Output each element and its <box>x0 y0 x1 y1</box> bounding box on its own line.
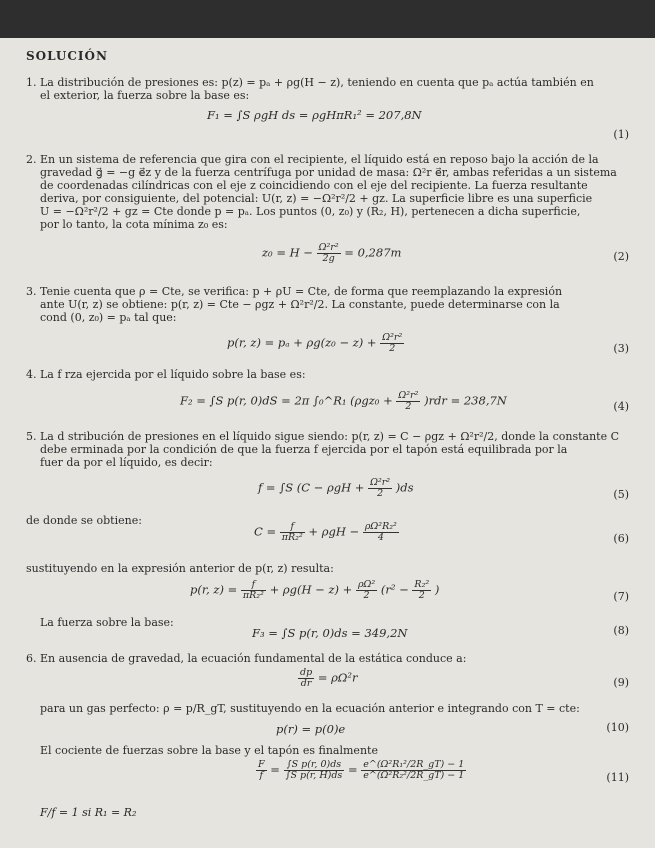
fraction: $\frac{\text{∫S p(r, 0)ds}}{\text{∫S p(r, H)ds}}$ <box>285 759 343 781</box>
fraction: $\frac{\text{Ω²r²}}{2}$ <box>370 477 391 499</box>
text-sustituyendo: sustituyendo en la expresión anterior de p(r, z) resulta: <box>26 562 334 575</box>
fraction: $\frac{dp}{dr}$ <box>300 667 313 689</box>
item-2-line-6: por lo tanto, la cota mínima z₀ es: <box>40 218 228 231</box>
section-title: SOLUCIÓN <box>26 49 108 63</box>
item-2-line-4: deriva, por consiguiente, del potencial: U(r, z) = −Ω²r²/2 + gz. La superficie libre es una superficie <box>40 192 593 205</box>
equation-8: F₃ = ∫S p(r, 0)ds = 349,2N <box>252 626 408 640</box>
equation-10: p(r) = p(0)e <box>276 722 346 736</box>
text-de-donde: de donde se obtiene: <box>26 514 142 527</box>
equation-number-8: (8) <box>613 624 629 637</box>
item-3-line-3: cond (0, z₀) = pₐ tal que: <box>40 311 177 324</box>
equation-4: F₂ = ∫S p(r, 0)dS = 2π ∫₀^R₁ (ρgz₀ + $\frac{\text{Ω²r²}}{2}$ )rdr = 238,7N <box>180 390 507 412</box>
equation-1: F₁ = ∫S ρgH ds = ρgHπR₁² = 207,8N <box>207 108 422 122</box>
fraction: $\frac{f}{\text{πR₂²}}$ <box>242 579 264 601</box>
fraction: $\frac{F}{f}$ <box>258 759 265 781</box>
equation-number-10: (10) <box>606 721 629 734</box>
fraction: $\frac{\text{Ω²r²}}{2}$ <box>382 332 403 354</box>
document-page <box>0 38 655 848</box>
fraction: $\frac{\text{Ω²r²}}{2}$ <box>398 390 419 412</box>
equation-number-7: (7) <box>613 590 629 603</box>
item-2-line-1: 2. En un sistema de referencia que gira con el recipiente, el líquido está en reposo bajo la acción de la <box>26 153 599 166</box>
fraction: $\frac{\text{ρΩ²}}{2}$ <box>357 579 376 601</box>
item-2-line-5: U = −Ω²r²/2 + gz = Cte donde p = pₐ. Los puntos (0, z₀) y (R₂, H), pertenecen a dicha superficie, <box>40 205 581 218</box>
fraction: $\frac{f}{\text{πR₂²}}$ <box>281 521 303 543</box>
equation-number-4: (4) <box>613 400 629 413</box>
equation-number-6: (6) <box>613 532 629 545</box>
text-final: F/f = 1 si R₁ = R₂ <box>40 806 137 819</box>
equation-2: z₀ = H − $\frac{\text{Ω²r²}}{2g}$ = 0,287m <box>262 242 402 264</box>
equation-11: $\frac{F}{f}$ = $\frac{\text{∫S p(r, 0)ds}}{\text{∫S p(r, H)ds}}$ = $\frac{\text{e\textasciicircum{}(Ω²R₁²/2R\_gT) − 1}}{\text{e\textasciicircum{}(Ω²R₂²/2R\_gT) − 1}}$ <box>258 759 465 781</box>
equation-number-11: (11) <box>606 771 629 784</box>
equation-6: C = $\frac{f}{\text{πR₂²}}$ + ρgH − $\frac{\text{ρΩ²R₂²}}{4}$ <box>254 521 397 543</box>
item-1-line-2: el exterior, la fuerza sobre la base es: <box>40 89 250 102</box>
fraction: $\frac{\text{Ω²r²}}{2g}$ <box>318 242 339 264</box>
equation-number-9: (9) <box>613 676 629 689</box>
item-3-line-1: 3. Tenie cuenta que ρ = Cte, se verifica: p + ρU = Cte, de forma que reemplazando la expresión <box>26 285 563 298</box>
equation-7: p(r, z) = $\frac{f}{\text{πR₂²}}$ + ρg(H − z) + $\frac{\text{ρΩ²}}{2}$ (r² − $\frac{\text{R₂²}}{2}$ ) <box>190 579 440 601</box>
equation-number-2: (2) <box>613 250 629 263</box>
equation-9: $\frac{dp}{dr}$ = ρΩ²r <box>300 667 358 689</box>
item-4-line-1: 4. La f rza ejercida por el líquido sobre la base es: <box>26 368 306 381</box>
text-fuerza-base: La fuerza sobre la base: <box>40 616 174 629</box>
equation-3: p(r, z) = pₐ + ρg(z₀ − z) + $\frac{\text{Ω²r²}}{2}$ <box>227 332 403 354</box>
equation-number-1: (1) <box>613 128 629 141</box>
item-2-line-2: gravedad g⃗ = −g e⃗z y de la fuerza centrífuga por unidad de masa: Ω²r e⃗r, ambas referidas a un sistema <box>40 166 617 179</box>
item-3-line-2: ante U(r, z) se obtiene: p(r, z) = Cte − ρgz + Ω²r²/2. La constante, puede determinarse con la <box>40 298 560 311</box>
item-5-line-1: 5. La d stribución de presiones en el líquido sigue siendo: p(r, z) = C − ρgz + Ω²r²/2, donde la constante C <box>26 430 619 443</box>
item-2-line-3: de coordenadas cilíndricas con el eje z coincidiendo con el eje del recipiente. La fuerza resultante <box>40 179 588 192</box>
equation-5: f = ∫S (C − ρgH + $\frac{\text{Ω²r²}}{2}$ )ds <box>258 477 414 499</box>
fraction: $\frac{\text{R₂²}}{2}$ <box>414 579 430 601</box>
item-1-line-1: 1. La distribución de presiones es: p(z) = pₐ + ρg(H − z), teniendo en cuenta que pₐ actúa también en <box>26 76 594 89</box>
fraction: $\frac{\text{e\textasciicircum{}(Ω²R₁²/2R\_gT) − 1}}{\text{e\textasciicircum{}(Ω²R₂²/2R\_gT) − 1}}$ <box>363 759 465 781</box>
fraction: $\frac{\text{ρΩ²R₂²}}{4}$ <box>364 521 397 543</box>
equation-number-5: (5) <box>613 488 629 501</box>
item-5-line-2: debe erminada por la condición de que la fuerza f ejercida por el tapón está equilibrada por la <box>40 443 568 456</box>
item-6-line-1: 6. En ausencia de gravedad, la ecuación fundamental de la estática conduce a: <box>26 652 467 665</box>
item-number: 1. <box>26 76 37 89</box>
item-5-line-3: fuer da por el líquido, es decir: <box>40 456 213 469</box>
text-gas-perfecto: para un gas perfecto: ρ = p/R_gT, sustituyendo en la ecuación anterior e integrando con T = cte: <box>40 702 580 715</box>
equation-number-3: (3) <box>613 342 629 355</box>
text-cociente: El cociente de fuerzas sobre la base y el tapón es finalmente <box>40 744 378 757</box>
